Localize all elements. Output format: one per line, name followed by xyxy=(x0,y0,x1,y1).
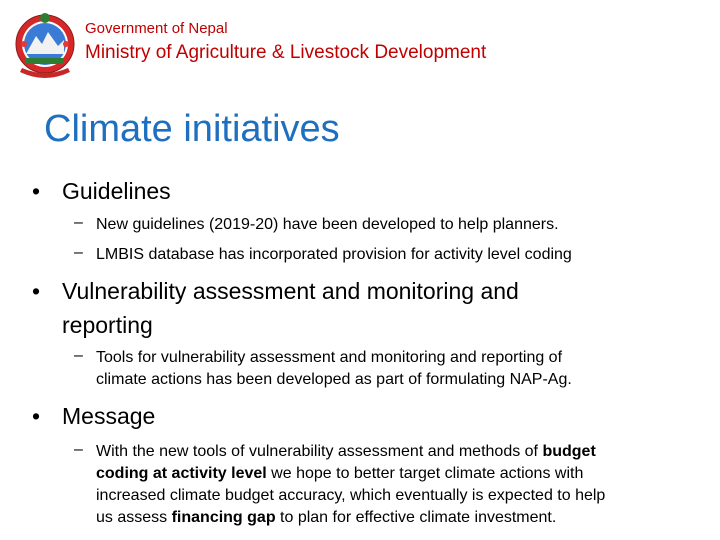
ministry-name: Ministry of Agriculture & Livestock Development xyxy=(85,42,487,63)
text-run: increased climate budget accuracy, which eventually is expected to help xyxy=(96,487,606,504)
bullet-icon: • xyxy=(32,178,41,204)
sub-item-text: LMBIS database has incorporated provision for activity level coding xyxy=(96,246,572,263)
slide-title: Climate initiatives xyxy=(44,108,340,150)
bold-text-run: coding at activity level xyxy=(96,465,267,482)
sub-item-line: climate actions has been developed as part of formulating NAP-Ag. xyxy=(96,371,572,388)
sub-item-text xyxy=(96,441,605,529)
text-run: to plan for effective climate investment. xyxy=(275,509,557,526)
text-run: we hope to better target climate actions with xyxy=(266,465,584,482)
section-heading-line1: Vulnerability assessment and monitoring and xyxy=(62,278,519,304)
bold-text-run: budget xyxy=(542,443,596,460)
dash-icon: – xyxy=(74,214,83,231)
bold-text-run: financing gap xyxy=(171,509,276,526)
dash-icon: – xyxy=(74,244,83,261)
nepal-emblem-icon xyxy=(14,10,76,82)
dash-icon: – xyxy=(74,441,83,458)
sub-item-line: Tools for vulnerability assessment and monitoring and reporting of xyxy=(96,349,563,366)
bullet-icon: • xyxy=(32,278,41,304)
organization-name: Government of Nepal xyxy=(85,20,228,37)
text-run: With the new tools of vulnerability assessment and methods of xyxy=(96,443,543,460)
dash-icon: – xyxy=(74,347,83,364)
bullet-icon: • xyxy=(32,403,41,429)
sub-item-text xyxy=(96,347,572,391)
sub-item-text: New guidelines (2019-20) have been developed to help planners. xyxy=(96,216,559,233)
section-heading-line2: reporting xyxy=(62,312,153,338)
section-heading: Guidelines xyxy=(62,178,171,204)
text-run: us assess xyxy=(96,509,172,526)
section-heading: Message xyxy=(62,403,156,429)
